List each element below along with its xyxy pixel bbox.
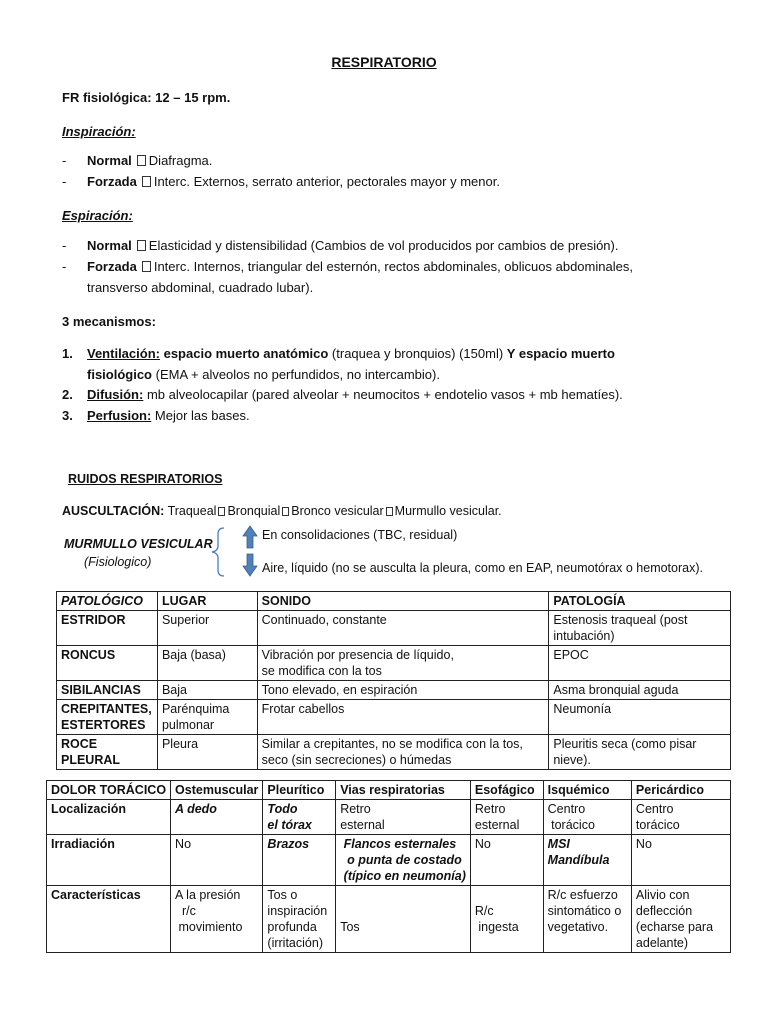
auscultacion-part: Bronquial [227, 504, 281, 518]
table-row [57, 611, 731, 646]
dolor-toracico-table [46, 780, 731, 953]
table-cell [263, 800, 336, 835]
cell-text: torácico [547, 818, 595, 832]
ruidos-table [56, 591, 731, 770]
cell-text: Retro [340, 802, 371, 816]
arrow-down-icon [243, 554, 257, 576]
table-cell [543, 835, 631, 886]
cell-text: esternal [340, 818, 385, 832]
cell-text: Continuado, constante [261, 613, 387, 627]
bullet-dash: - [62, 238, 67, 253]
cell-text: Alivio con [635, 888, 690, 902]
table-cell [470, 886, 543, 953]
cell-text: Frotar cabellos [261, 702, 345, 716]
cell-text: Asma bronquial aguda [553, 683, 679, 697]
cell-text: se modifica con la tos [261, 664, 382, 678]
cell-text: Tos [340, 920, 360, 934]
inspiracion-heading: Inspiración: [62, 124, 136, 139]
table-cell [549, 700, 731, 735]
cell-text [340, 887, 466, 903]
mecanismo-text: (EMA + alveolos no perfundidos, no intercambio). [152, 367, 440, 382]
cell-text: ingesta [474, 920, 519, 934]
table-header-row [57, 592, 731, 611]
mecanismo-ventilacion [87, 344, 615, 364]
brace-arrows [200, 524, 264, 580]
table-header-cell: Pericárdico [631, 781, 730, 800]
item-label: Normal [87, 238, 132, 253]
table-cell [257, 700, 549, 735]
table-header-cell: Ostemuscular [171, 781, 263, 800]
cell-text: seco (sin secreciones) o húmedas [261, 753, 452, 767]
table-header-cell: LUGAR [157, 592, 257, 611]
table-cell [157, 611, 257, 646]
table-header-cell: DOLOR TORÁCICO [47, 781, 171, 800]
inspiracion-item-forzada [87, 172, 500, 192]
mecanismo-text: mb alveolocapilar (pared alveolar + neumocitos + endotelio vasos + mb hematíes). [143, 387, 623, 402]
cell-text: Parénquima [161, 702, 230, 716]
cell-text: No [474, 837, 491, 851]
cell-text: intubación) [553, 629, 615, 643]
table-header-cell: PATOLOGÍA [549, 592, 731, 611]
cell-text: Vibración por presencia de líquido, [261, 648, 454, 662]
cell-text: (típico en neumonía) [340, 869, 466, 883]
cell-text: A dedo [175, 802, 217, 816]
table-header-row [47, 781, 731, 800]
mecanismo-label: Ventilación: [87, 346, 160, 361]
cell-text: Mandíbula [547, 853, 610, 867]
up-arrow-text: En consolidaciones (TBC, residual) [262, 528, 458, 542]
table-header-cell: Esofágico [470, 781, 543, 800]
auscultacion-line [62, 504, 502, 518]
cell-text: Tos o [267, 888, 298, 902]
cell-text: No [175, 837, 192, 851]
table-cell [257, 646, 549, 681]
ruidos-heading: RUIDOS RESPIRATORIOS [68, 472, 223, 486]
arrow-glyph-icon [142, 261, 151, 272]
cell-text: CREPITANTES, [61, 702, 152, 716]
table-cell [549, 681, 731, 700]
down-arrow-text: Aire, líquido (no se ausculta la pleura, como en EAP, neumotórax o hemotorax). [262, 561, 703, 575]
list-number: 2. [62, 387, 73, 402]
cell-text: Baja [161, 683, 187, 697]
row-label: Localización [47, 800, 171, 835]
item-text: Diafragma. [148, 153, 213, 168]
mecanismo-label: Difusión: [87, 387, 144, 402]
table-cell [543, 886, 631, 953]
table-cell [57, 646, 158, 681]
cell-text: Brazos [267, 837, 310, 851]
table-header-cell: SONIDO [257, 592, 549, 611]
mecanismo-ventilacion-cont [87, 365, 440, 385]
cell-text: Pleuritis seca (como pisar [553, 737, 697, 751]
table-row [47, 835, 731, 886]
table-cell [57, 735, 158, 770]
table-row [57, 700, 731, 735]
table-header-cell: Isquémico [543, 781, 631, 800]
cell-text: el tórax [267, 818, 312, 832]
table-cell [57, 611, 158, 646]
mecanismo-text: Mejor las bases. [151, 408, 250, 423]
table-cell [263, 835, 336, 886]
table-row [57, 646, 731, 681]
arrow-glyph-icon [282, 507, 289, 516]
auscultacion-part: Bronco vesicular [291, 504, 384, 518]
cell-text: PLEURAL [61, 753, 121, 767]
cell-text: R/c [474, 904, 494, 918]
row-label: Irradiación [47, 835, 171, 886]
cell-text: sintomático o [547, 904, 622, 918]
cell-text: MSI [547, 837, 570, 851]
table-cell [157, 735, 257, 770]
espiracion-item-normal [87, 236, 618, 256]
espiracion-item-forzada-cont: transverso abdominal, cuadrado lubar). [87, 280, 314, 295]
table-cell [257, 735, 549, 770]
bullet-dash: - [62, 174, 67, 189]
table-cell [57, 681, 158, 700]
cell-text: o punta de costado [340, 853, 462, 867]
mecanismo-bold-text: espacio muerto anatómico [163, 346, 329, 361]
bullet-dash: - [62, 259, 67, 274]
cell-text: (echarse para [635, 920, 714, 934]
table-cell [171, 835, 263, 886]
row-label: Características [47, 886, 171, 953]
cell-text: profunda [267, 920, 317, 934]
table-cell [549, 646, 731, 681]
table-cell [336, 835, 471, 886]
cell-text: ESTRIDOR [61, 613, 126, 627]
cell-text: Todo [267, 802, 298, 816]
table-cell [470, 800, 543, 835]
table-cell [470, 835, 543, 886]
table-row [57, 735, 731, 770]
cell-text: torácico [635, 818, 680, 832]
cell-text: Tono elevado, en espiración [261, 683, 418, 697]
cell-text: EPOC [553, 648, 589, 662]
cell-text: Flancos esternales [340, 837, 457, 851]
table-cell [157, 681, 257, 700]
cell-text: vegetativo. [547, 920, 609, 934]
item-label: Normal [87, 153, 132, 168]
cell-text: SIBILANCIAS [61, 683, 141, 697]
table-header-cell: Vias respiratorias [336, 781, 471, 800]
cell-text: pulmonar [161, 718, 215, 732]
table-cell [336, 886, 471, 953]
cell-text: inspiración [267, 904, 328, 918]
auscultacion-label: AUSCULTACIÓN: [62, 504, 165, 518]
mecanismo-perfusion [87, 406, 250, 426]
cell-text: nieve). [553, 753, 591, 767]
arrow-glyph-icon [137, 240, 146, 251]
cell-text: No [635, 837, 652, 851]
list-number: 3. [62, 408, 73, 423]
table-header-cell: PATOLÓGICO [57, 592, 158, 611]
cell-text: Pleura [161, 737, 199, 751]
cell-text: Similar a crepitantes, no se modifica con la tos, [261, 737, 523, 751]
cell-text: A la presión [175, 888, 241, 902]
arrow-glyph-icon [218, 507, 225, 516]
cell-text: RONCUS [61, 648, 116, 662]
table-cell [263, 886, 336, 953]
table-row [47, 886, 731, 953]
item-text: Interc. Internos, triangular del esternón, rectos abdominales, oblicuos abdominales, [153, 259, 633, 274]
arrow-up-icon [243, 526, 257, 548]
cell-text: adelante) [635, 936, 689, 950]
murmullo-label: MURMULLO VESICULAR [64, 537, 213, 551]
cell-text: Neumonía [553, 702, 612, 716]
cell-text [475, 887, 539, 903]
cell-text: (irritación) [267, 936, 323, 950]
table-header-cell: Pleurítico [263, 781, 336, 800]
cell-text: Centro [547, 802, 586, 816]
table-cell [549, 735, 731, 770]
cell-text: R/c esfuerzo [547, 888, 618, 902]
item-label: Forzada [87, 259, 137, 274]
fisiologico-label: (Fisiologico) [84, 555, 152, 569]
mecanismo-label: Perfusion: [87, 408, 152, 423]
arrow-glyph-icon [142, 176, 151, 187]
table-cell [549, 611, 731, 646]
table-cell [631, 800, 730, 835]
item-text: Interc. Externos, serrato anterior, pectorales mayor y menor. [153, 174, 500, 189]
list-number: 1. [62, 346, 73, 361]
mecanismos-heading: 3 mecanismos: [62, 314, 156, 329]
table-cell [157, 700, 257, 735]
curly-brace-icon [212, 528, 224, 576]
item-text: Elasticidad y distensibilidad (Cambios de vol producidos por cambios de presión). [148, 238, 619, 253]
table-cell [157, 646, 257, 681]
item-label: Forzada [87, 174, 137, 189]
fr-line: FR fisiológica: 12 – 15 rpm. [62, 90, 231, 105]
auscultacion-part: Traqueal [167, 504, 217, 518]
table-row [47, 800, 731, 835]
cell-text: Baja (basa) [161, 648, 226, 662]
arrow-glyph-icon [386, 507, 393, 516]
espiracion-heading: Espiración: [62, 208, 133, 223]
table-cell [171, 886, 263, 953]
table-cell [257, 611, 549, 646]
espiracion-item-forzada [87, 257, 633, 277]
auscultacion-part: Murmullo vesicular. [394, 504, 502, 518]
inspiracion-item-normal [87, 151, 212, 171]
table-cell [57, 700, 158, 735]
cell-text: Centro [635, 802, 674, 816]
mecanismo-bold-text: Y espacio muerto [506, 346, 615, 361]
cell-text: Retro [474, 802, 506, 816]
mecanismo-difusion [87, 385, 623, 405]
table-cell [171, 800, 263, 835]
cell-text: ROCE [61, 737, 98, 751]
table-cell [631, 835, 730, 886]
cell-text: esternal [474, 818, 520, 832]
cell-text: Estenosis traqueal (post [553, 613, 688, 627]
page-title: RESPIRATORIO [331, 54, 437, 70]
arrow-glyph-icon [137, 155, 146, 166]
cell-text: Superior [161, 613, 210, 627]
mecanismo-bold-text: fisiológico [87, 367, 152, 382]
table-cell [336, 800, 471, 835]
table-cell [543, 800, 631, 835]
cell-text: deflección [635, 904, 693, 918]
mecanismo-text: (traquea y bronquios) (150ml) [328, 346, 507, 361]
table-cell [257, 681, 549, 700]
cell-text: ESTERTORES [61, 718, 146, 732]
table-row [57, 681, 731, 700]
cell-text [340, 903, 466, 919]
cell-text: r/c [175, 904, 196, 918]
table-cell [631, 886, 730, 953]
cell-text: movimiento [175, 920, 243, 934]
bullet-dash: - [62, 153, 67, 168]
